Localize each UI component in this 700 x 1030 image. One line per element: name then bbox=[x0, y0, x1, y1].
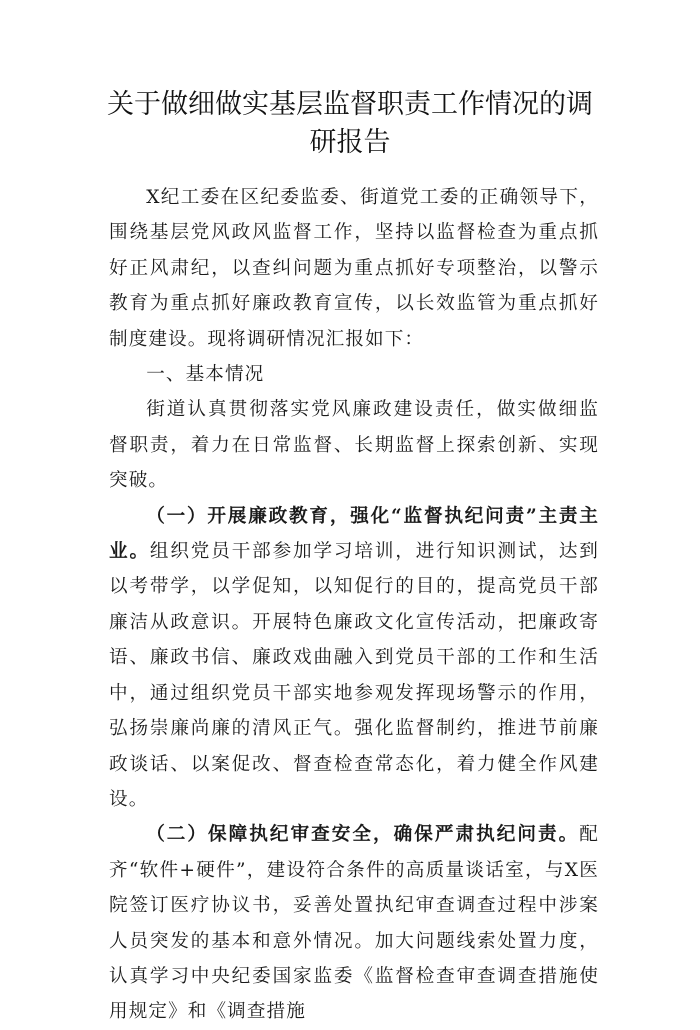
item-2-lead: （二）保障执纪审查安全，确保严肃执纪问责。 bbox=[146, 824, 580, 846]
item-1-body: 组织党员干部参加学习培训，进行知识测试，达到以考带学，以学促知，以知促行的目的，提高党员干部廉洁从政意识。开展特色廉政文化宣传活动，把廉政寄语、廉政书信、廉政戏曲融入到党员干部的工作和生活中，通过组织党员干部实地参观发挥现场警示的作用，弘扬崇廉尚廉的清风正气。强化监督制约，推进节前廉政谈话、以案促改、督查检查常态化，着力健全作风建设。 bbox=[109, 541, 600, 810]
item-1-lead: （一）开展廉政教育，强化“监督执纪问责”主责主业。 bbox=[109, 505, 599, 563]
section-heading: 一、基本情况 bbox=[146, 364, 265, 386]
intro-paragraph: X纪工委在区纪委监委、街道党工委的正确领导下，围绕基层党风政风监督工作，坚持以监督检查为重点抓好正风肃纪，以查纠问题为重点抓好专项整治，以警示教育为重点抓好廉政教育宣传，以长效监管为重点抓好制度建设。现将调研情况汇报如下： bbox=[109, 187, 599, 350]
item-1-paragraph bbox=[109, 499, 599, 818]
section-intro-paragraph: 街道认真贯彻落实党风廉政建设责任，做实做细监督职责，着力在日常监督、长期监督上探索创新、实现突破。 bbox=[109, 399, 599, 492]
item-2-paragraph bbox=[109, 817, 599, 1029]
item-2-body: 配齐“软件+硬件”，建设符合条件的高质量谈话室，与X医院签订医疗协议书，妥善处置执纪审查调查过程中涉案人员突发的基本和意外情况。加大问题线索处置力度，认真学习中央纪委国家监委《监督检查审查调查措施使用规定》和《调查措施 bbox=[109, 824, 599, 1023]
document-body bbox=[109, 180, 599, 1030]
document-title: 关于做细做实基层监督职责工作情况的调研报告 bbox=[107, 89, 593, 158]
